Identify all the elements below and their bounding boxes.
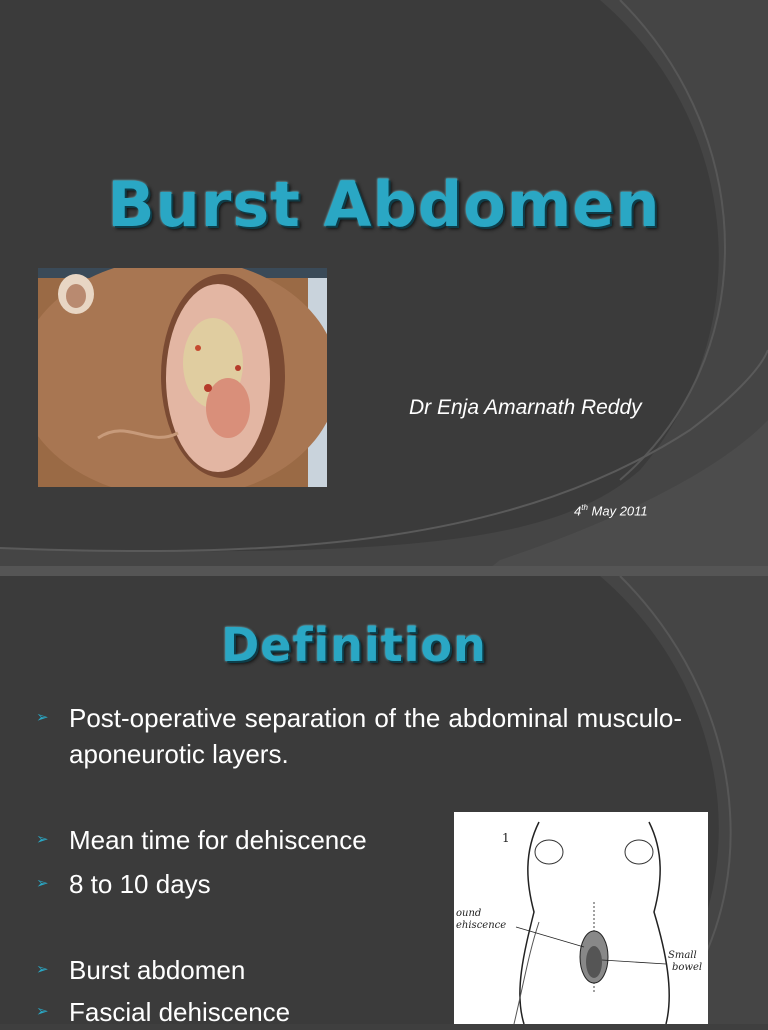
bullet-item <box>36 822 367 858</box>
author-name: Dr Enja Amarnath Reddy <box>409 396 642 419</box>
illustration-label: bowel <box>672 962 703 973</box>
illustration-label: ehiscence <box>456 920 507 931</box>
bullet-item <box>36 952 245 988</box>
arrow-bullet-icon: ➢ <box>36 961 49 978</box>
bullet-text: Mean time for dehiscence <box>69 825 367 855</box>
wound-dehiscence-illustration <box>454 812 708 1024</box>
figure-number: 1 <box>502 831 510 845</box>
presentation-date: 4th May 2011 <box>574 503 648 519</box>
bullet-item <box>36 866 211 902</box>
illustration-label: Small <box>668 950 697 961</box>
bullet-item <box>36 994 290 1030</box>
arrow-bullet-icon: ➢ <box>36 875 49 892</box>
bullet-text: Fascial dehiscence <box>69 997 291 1027</box>
bullet-item <box>36 700 682 772</box>
slide-title-heading: Burst Abdomen <box>107 168 661 241</box>
illustration-label: ound <box>456 908 482 919</box>
definition-heading: Definition <box>221 618 487 672</box>
arrow-bullet-icon: ➢ <box>36 831 49 848</box>
wound-photo <box>38 268 327 487</box>
arrow-bullet-icon: ➢ <box>36 1003 49 1020</box>
arrow-bullet-icon: ➢ <box>36 709 49 726</box>
bullet-text: Burst abdomen <box>69 955 246 985</box>
bullet-text: Post-operative separation of the abdominal musculo-aponeurotic layers. <box>69 703 682 769</box>
bullet-text: 8 to 10 days <box>69 869 211 899</box>
